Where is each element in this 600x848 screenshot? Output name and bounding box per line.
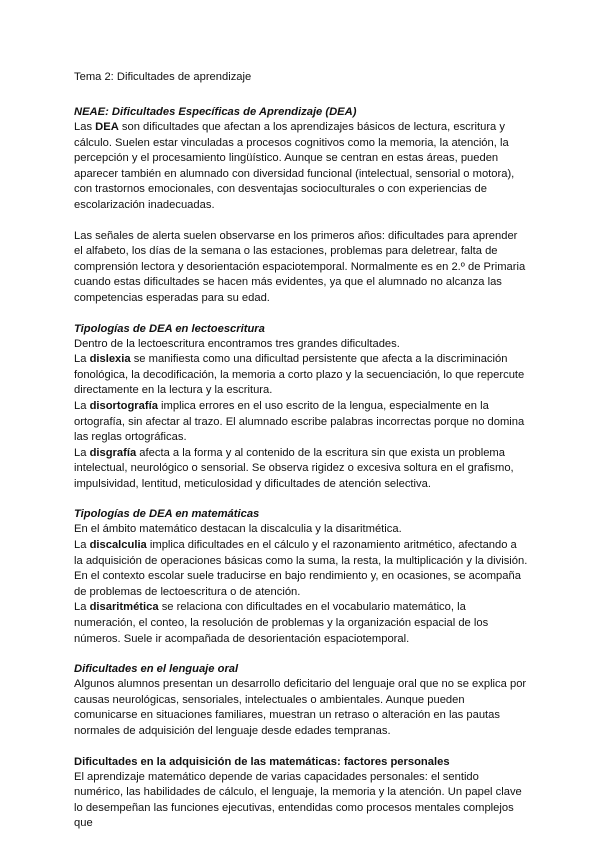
term-dea: DEA — [95, 121, 119, 133]
term-discalculia: discalculia — [89, 539, 147, 552]
term-disortografia: disortografía — [89, 399, 158, 412]
heading-dea: NEAE: Dificultades Específicas de Aprendizaje (DEA) — [74, 106, 357, 118]
term-dislexia: dislexia — [89, 353, 131, 366]
term-disgrafia: disgrafía — [89, 446, 137, 459]
paragraph-dea-definition — [74, 120, 528, 214]
paragraph-mate-intro: En el ámbito matemático destacan la discalculia y la disaritmética. — [74, 523, 402, 536]
paragraph-disaritmetica — [74, 600, 528, 647]
document-title: Tema 2: Dificultades de aprendizaje — [74, 71, 252, 83]
paragraph-discalculia — [74, 538, 528, 600]
paragraph-dislexia — [74, 352, 528, 399]
paragraph-disgrafia — [74, 446, 528, 493]
heading-lenguaje-oral: Dificultades en el lenguaje oral — [74, 663, 239, 676]
paragraph-dea-alerts: Las señales de alerta suelen observarse en los primeros años: dificultades para aprender el alfabeto, los días de la semana o las estaciones, problemas para deletrear, falta de comprensión lectora y desorientación espaciotemporal. Normalmente es en 2.º de Primaria cuando estas dificultades se hacen más evidentes, ya que el alumnado no alcanza las competencias esperadas para su edad. — [74, 229, 526, 304]
text-dislexia-pre: La — [74, 353, 90, 366]
heading-factores-personales: Dificultades en la adquisición de las matemáticas: factores personales — [74, 755, 450, 768]
text-dislexia-post: se manifiesta como una dificultad persistente que afecta a la discriminación fonológica, la decodificación, la memoria a corto plazo y la secuenciación, lo que repercute directamente en la lectura y la escritura. — [74, 353, 525, 397]
paragraph-lenguaje-oral: Algunos alumnos presentan un desarrollo deficitario del lenguaje oral que no se explica por causas neurológicas, sensoriales, intelectuales o ambientales. Aunque pueden comunicarse en situaciones familiares, muestran un retraso o alteración en las pautas normales de adquisición del lenguaje desde edades tempranas. — [74, 678, 527, 737]
text-disgrafia-post: afecta a la forma y al contenido de la escritura sin que exista un problema intelectual, neurológico o sensorial. Se observa rigidez o excesiva soltura en el grafismo, impulsividad, lentitud, meticulosidad y dificultades de atención selectiva. — [74, 446, 514, 490]
text-disgrafia-pre: La — [74, 446, 90, 459]
text-disaritmetica-pre: La — [74, 601, 90, 614]
term-disaritmetica: disaritmética — [89, 601, 159, 614]
text-discalculia-pre: La — [74, 539, 90, 552]
paragraph-factores-personales: El aprendizaje matemático depende de varias capacidades personales: el sentido numérico, las habilidades de cálculo, el lenguaje, la memoria y la atención. Un papel clave lo desempeñan las funciones ejecutivas, entendidas como procesos mentales complejos que — [74, 770, 522, 830]
text-disortografia-post: implica errores en el uso escrito de la lengua, especialmente en la ortografía, sin afectar al trazo. El alumnado escribe palabras incorrectas porque no domina las reglas ortográficas. — [74, 399, 525, 444]
heading-matematicas: Tipologías de DEA en matemáticas — [74, 508, 260, 521]
text-discalculia-post: implica dificultades en el cálculo y el razonamiento aritmético, afectando a la adquisición de operaciones básicas como la suma, la resta, la multiplicación y la división. En el contexto escolar suele traducirse en bajo rendimiento y, en ocasiones, se acompaña de problemas de lectoescritura o de atención. — [74, 539, 528, 598]
text-dea-pre: Las — [74, 121, 96, 133]
text-disaritmetica-post: se relaciona con dificultades en el vocabulario matemático, la numeración, el conteo, la resolución de problemas y la organización espacial de los números. Suele ir acompañada de desorientación espaciotemporal. — [74, 601, 489, 645]
text-disortografia-pre: La — [74, 399, 90, 412]
heading-lectoescritura: Tipologías de DEA en lectoescritura — [74, 322, 265, 335]
paragraph-lecto-intro: Dentro de la lectoescritura encontramos tres grandes dificultades. — [74, 337, 400, 350]
paragraph-disortografia — [74, 399, 528, 446]
text-dea-post: son dificultades que afectan a los aprendizajes básicos de lectura, escritura y cálculo. Suelen estar vinculadas a procesos cognitivos como la memoria, la atención, la percepción y el procesamiento lingüístico. Aunque se centran en estas áreas, pueden aparecer también en alumnado con diversidad funcional (intelectual, sensorial o motora), con trastornos emocionales, con desventajas socioculturales o con experiencias de escolarización inadecuadas. — [74, 121, 515, 211]
